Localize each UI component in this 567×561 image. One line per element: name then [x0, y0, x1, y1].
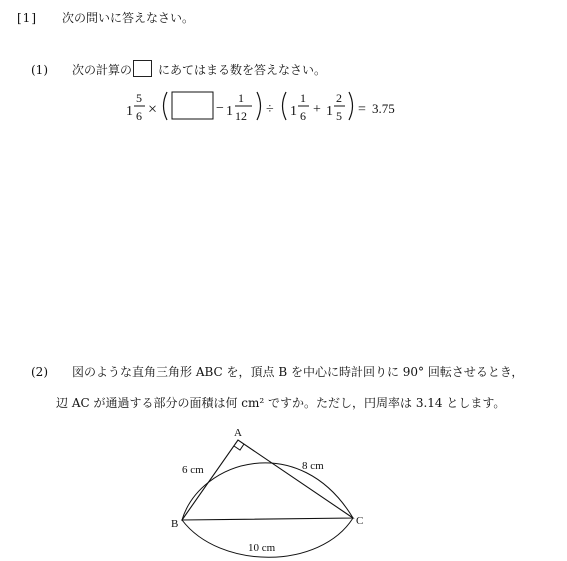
question-1-prompt-before: 次の計算の — [72, 63, 133, 77]
side-length-bc: 10 cm — [248, 542, 276, 554]
mixed-b-whole: 1 — [226, 104, 233, 119]
mixed-a-numerator: 5 — [136, 91, 142, 105]
mixed-a-denominator: 6 — [136, 109, 142, 123]
equation-result: 3.75 — [372, 101, 395, 116]
mixed-c-numerator: 1 — [300, 91, 306, 105]
equals-sign: = — [358, 102, 366, 117]
plus-sign: + — [313, 102, 321, 117]
minus-sign: − — [216, 101, 224, 116]
question-2-text-line-2: 辺 AC が通過する部分の面積は何 cm² ですか。ただし，円周率は 3.14 とします。 — [56, 396, 506, 410]
question-2-text-line-1: 図のような直角三角形 ABC を，頂点 B を中心に時計回りに 90° 回転させるとき， — [72, 365, 524, 379]
answer-box[interactable] — [172, 92, 213, 119]
right-paren-1 — [257, 92, 261, 120]
vertex-label-b: B — [171, 518, 179, 530]
times-sign: × — [148, 101, 158, 118]
mixed-c-denominator: 6 — [300, 109, 306, 123]
right-angle-mark — [234, 444, 244, 450]
mixed-d-numerator: 2 — [336, 91, 342, 105]
triangle-abc — [182, 440, 353, 520]
divide-sign: ÷ — [266, 102, 274, 117]
question-1-prompt-after: にあてはまる数を答えなさい。 — [158, 63, 327, 77]
vertex-label-a: A — [234, 427, 242, 439]
vertex-label-c: C — [356, 515, 364, 527]
mixed-c-whole: 1 — [290, 104, 297, 119]
section-instruction: 次の問いに答えなさい。 — [62, 11, 195, 25]
right-paren-2 — [349, 92, 353, 120]
question-1-number: (1) — [31, 63, 48, 77]
triangle-figure — [160, 420, 390, 561]
question-2-number: (2) — [31, 365, 48, 379]
answer-box-inline — [133, 60, 152, 77]
left-paren-2 — [283, 92, 287, 120]
mixed-b-denominator: 12 — [235, 109, 247, 123]
mixed-a-whole: 1 — [126, 104, 133, 119]
left-paren-1 — [164, 92, 168, 120]
mixed-d-whole: 1 — [326, 104, 333, 119]
side-length-ac: 8 cm — [302, 460, 324, 472]
side-length-ab: 6 cm — [182, 464, 204, 476]
mixed-b-numerator: 1 — [238, 91, 244, 105]
equation — [120, 84, 450, 134]
rotation-arc-outer — [182, 463, 353, 520]
section-number: [1] — [17, 11, 37, 25]
mixed-d-denominator: 5 — [336, 109, 342, 123]
